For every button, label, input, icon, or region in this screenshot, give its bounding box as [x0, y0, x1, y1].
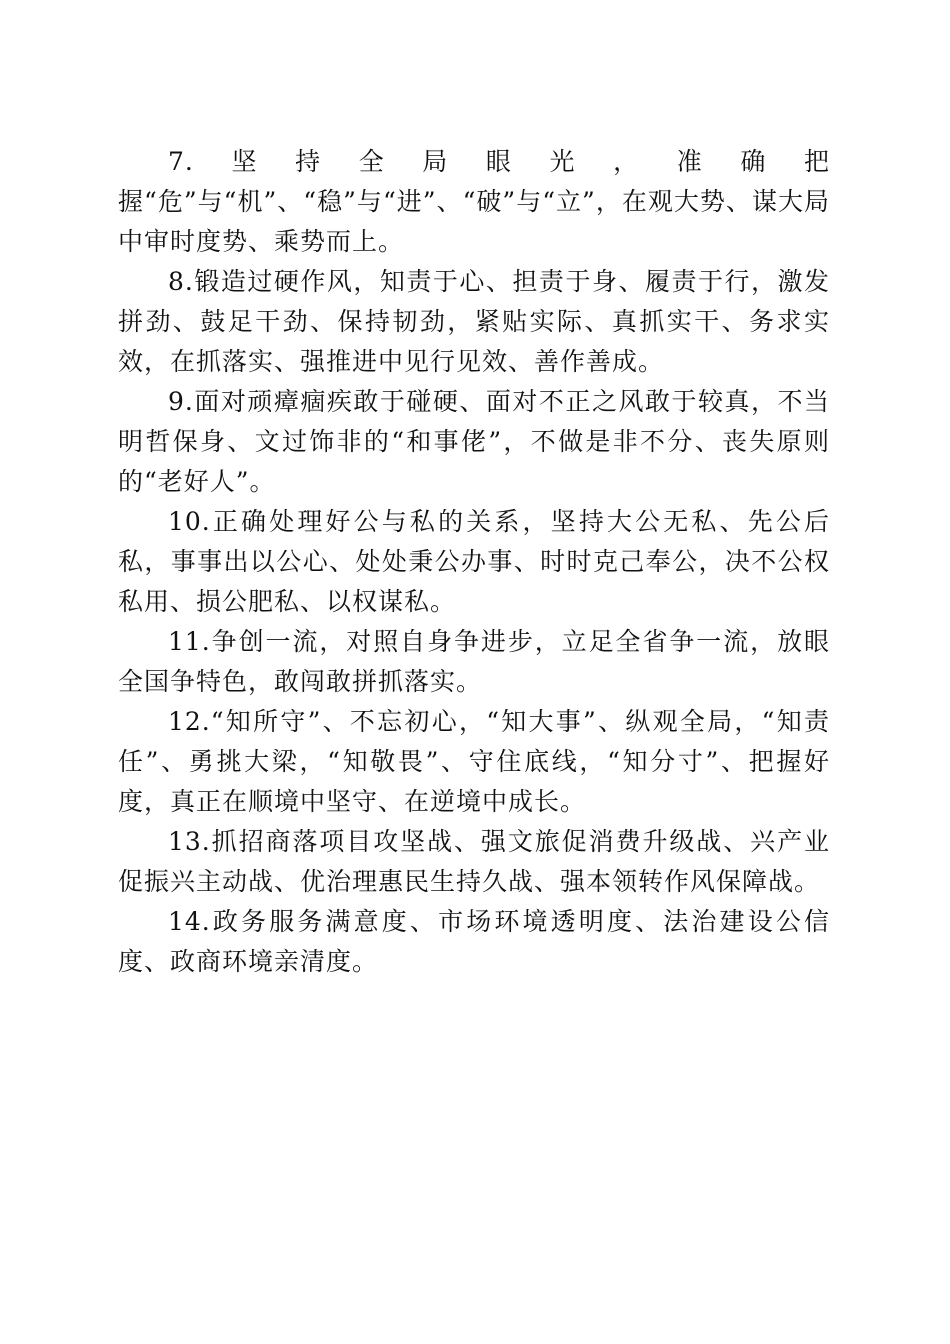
- paragraph-11: 11.争创一流，对照自身争进步，立足全省争一流，放眼全国争特色，敢闯敢拼抓落实。: [118, 627, 830, 696]
- paragraph-10: 10.正确处理好公与私的关系，坚持大公无私、先公后私，事事出以公心、处处秉公办事、时时克己奉公，决不公权私用、损公肥私、以权谋私。: [118, 507, 830, 616]
- paragraph-12: 12.“知所守”、不忘初心，“知大事”、纵观全局，“知责任”、勇挑大梁，“知敬畏”、守住底线，“知分寸”、把握好度，真正在顺境中坚守、在逆境中成长。: [118, 707, 830, 816]
- document-body: [118, 142, 830, 982]
- paragraph-9: 9.面对顽瘴痼疾敢于碰硬、面对不正之风敢于较真，不当明哲保身、文过饰非的“和事佬”，不做是非不分、丧失原则的“老好人”。: [118, 387, 830, 496]
- paragraph-14: 14.政务服务满意度、市场环境透明度、法治建设公信度、政商环境亲清度。: [118, 907, 830, 976]
- paragraph-7: 7.坚持全局眼光，准确把握“危”与“机”、“稳”与“进”、“破”与“立”，在观大势、谋大局中审时度势、乘势而上。: [118, 147, 830, 256]
- paragraph-13: 13.抓招商落项目攻坚战、强文旅促消费升级战、兴产业促振兴主动战、优治理惠民生持久战、强本领转作风保障战。: [118, 827, 830, 896]
- paragraph-8: 8.锻造过硬作风，知责于心、担责于身、履责于行，激发拼劲、鼓足干劲、保持韧劲，紧贴实际、真抓实干、务求实效，在抓落实、强推进中见行见效、善作善成。: [118, 267, 830, 376]
